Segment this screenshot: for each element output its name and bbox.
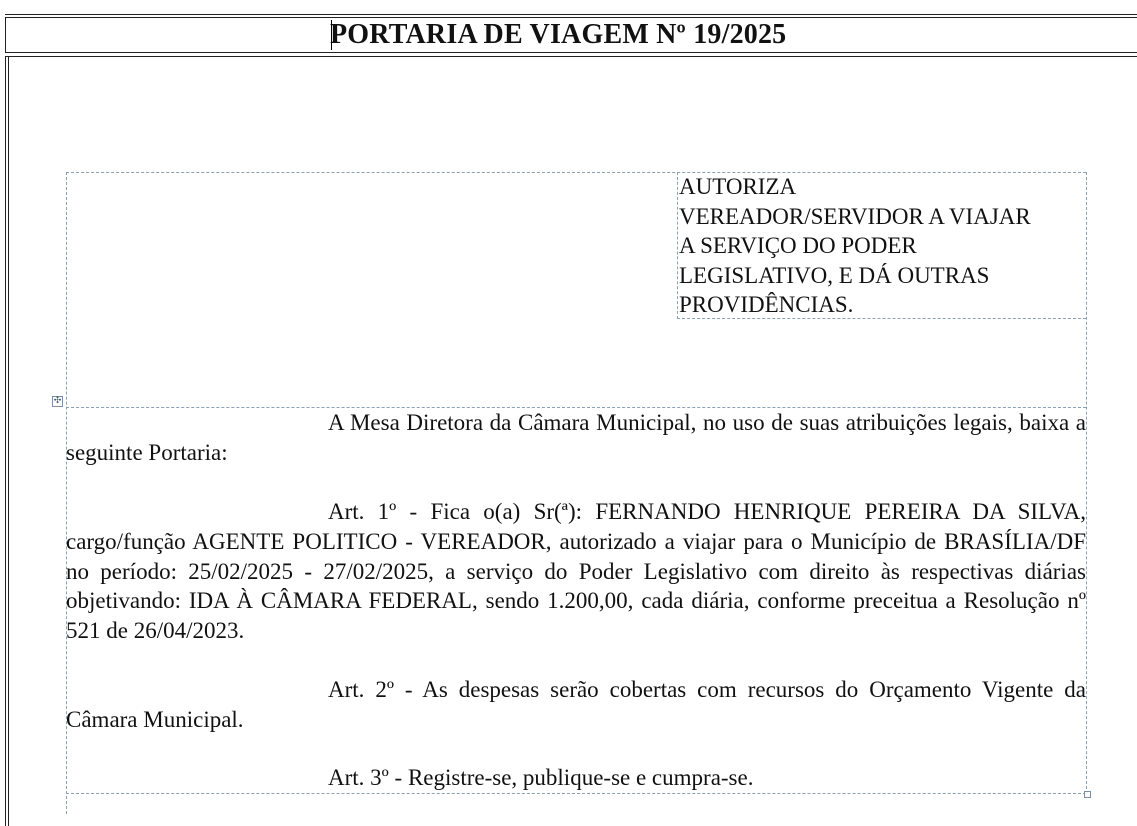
body-section <box>66 408 1086 468</box>
article-1-section <box>66 497 1086 646</box>
body-frame-inner-line <box>8 56 9 826</box>
table-move-handle-icon[interactable]: ✣ <box>53 396 62 406</box>
article-3-section <box>66 763 1086 793</box>
article-3-paragraph[interactable]: Art. 3º - Registre-se, publique-se e cumpra-se. <box>328 765 754 790</box>
table-gridline-bottom <box>66 793 1086 794</box>
article-2-paragraph[interactable]: Art. 2º - As despesas serão cobertas com recursos do Orçamento Vigente da Câmara Municipal. <box>66 677 1086 732</box>
ementa-text[interactable]: AUTORIZA VEREADOR/SERVIDOR A VIAJAR A SERVIÇO DO PODER LEGISLATIVO, E DÁ OUTRAS PROVIDÊNCIAS. <box>679 174 1031 317</box>
preamble-paragraph[interactable]: A Mesa Diretora da Câmara Municipal, no uso de suas atribuições legais, baixa a seguinte Portaria: <box>66 410 1086 465</box>
page-frame-top-line <box>5 14 1137 15</box>
text-cursor <box>331 20 332 50</box>
article-2-section <box>66 675 1086 735</box>
document-title[interactable]: PORTARIA DE VIAGEM Nº 19/2025 <box>330 19 787 50</box>
article-1-paragraph[interactable]: Art. 1º - Fica o(a) Sr(ª): FERNANDO HENRIQUE PEREIRA DA SILVA, cargo/função AGENTE POLITICO - VEREADOR, autorizado a viajar para o Município de BRASÍLIA/DF no período: 25/02/2025 - 27/02/2025, a serviço do Poder Legislativo com direito às respectivas diárias objetivando: IDA À CÂMARA FEDERAL, sendo 1.200,00, cada diária, conforme preceitua a Resolução nº 521 de 26/04/2023. <box>66 499 1086 644</box>
table-gridline-ementa-left <box>677 172 678 319</box>
